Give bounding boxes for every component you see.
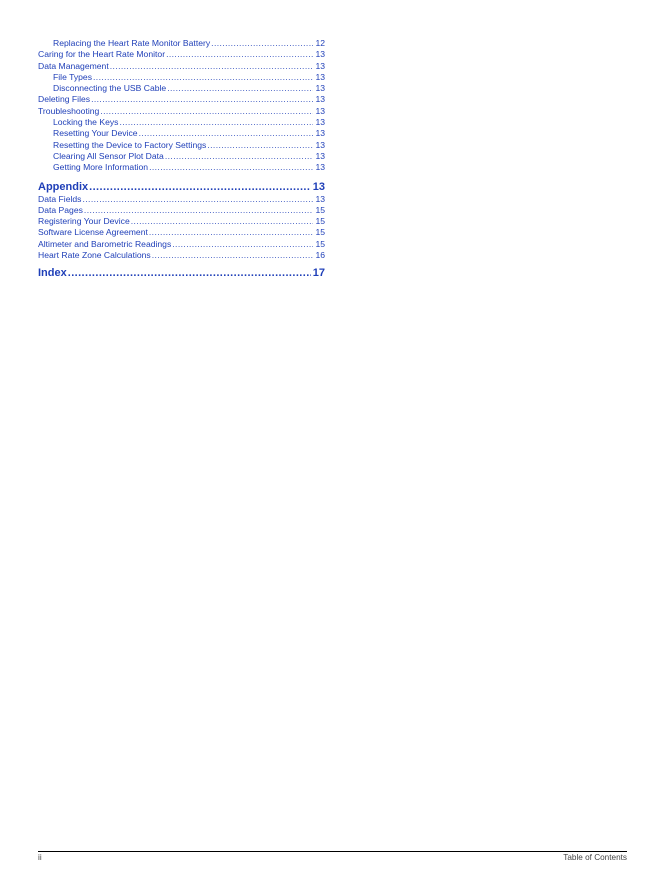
- toc-entry-troubleshooting[interactable]: [38, 106, 325, 117]
- footer-page-number: ii: [38, 853, 42, 862]
- toc-section-title: Appendix: [38, 180, 89, 193]
- toc-entry-factory-settings[interactable]: [38, 140, 325, 151]
- toc-dot-leader: [68, 266, 311, 280]
- toc-entry-page: 13: [315, 49, 325, 60]
- toc-entry-disconnecting-usb[interactable]: [38, 83, 325, 94]
- toc-entry-title: Resetting Your Device: [53, 128, 138, 139]
- toc-dot-leader: [149, 162, 313, 173]
- toc-entry-page: 13: [315, 128, 325, 139]
- footer-divider: [38, 851, 627, 852]
- toc-entry-heart-rate-zones[interactable]: [38, 250, 325, 261]
- toc-entry-page: 13: [315, 139, 325, 150]
- toc-entry-title: Data Management: [38, 60, 109, 71]
- toc-entry-file-types[interactable]: [38, 72, 325, 83]
- toc-section-index[interactable]: [38, 266, 325, 280]
- toc-entry-title: File Types: [53, 71, 93, 82]
- toc-entry-replacing-hrm-battery[interactable]: [38, 38, 325, 49]
- toc-entry-title: Data Fields: [38, 193, 82, 204]
- toc-dot-leader: [119, 117, 313, 128]
- toc-entry-page: 12: [315, 38, 325, 48]
- toc-entry-page: 13: [315, 162, 325, 173]
- toc-dot-leader: [165, 151, 314, 162]
- toc-entry-page: 13: [315, 193, 325, 204]
- toc-entry-clearing-sensor-plot[interactable]: [38, 151, 325, 162]
- toc-dot-leader: [89, 180, 311, 194]
- toc-entry-data-pages[interactable]: [38, 205, 325, 216]
- toc-entry-title: Troubleshooting: [38, 105, 100, 116]
- toc-entry-page: 13: [315, 60, 325, 71]
- toc-entry-data-fields[interactable]: [38, 194, 325, 205]
- toc-dot-leader: [110, 61, 314, 72]
- toc-entry-title: Caring for the Heart Rate Monitor: [38, 49, 166, 60]
- toc-entry-page: 13: [315, 105, 325, 116]
- toc-entry-page: 13: [315, 83, 325, 94]
- toc-dot-leader: [152, 250, 314, 261]
- toc-entry-software-license[interactable]: [38, 227, 325, 238]
- toc-entry-page: 15: [315, 227, 325, 238]
- toc-dot-leader: [166, 49, 313, 60]
- toc-dot-leader: [82, 194, 313, 205]
- toc-entry-page: 13: [315, 117, 325, 128]
- toc-dot-leader: [91, 94, 313, 105]
- table-of-contents: [38, 38, 325, 280]
- toc-dot-leader: [149, 227, 314, 238]
- toc-entry-more-information[interactable]: [38, 162, 325, 173]
- toc-entry-title: Deleting Files: [38, 94, 91, 105]
- toc-section-title: Index: [38, 267, 67, 280]
- toc-entry-title: Registering Your Device: [38, 216, 130, 227]
- toc-dot-leader: [131, 216, 314, 227]
- toc-entry-title: Locking the Keys: [53, 117, 119, 128]
- toc-entry-page: 13: [315, 94, 325, 105]
- toc-section-page: 13: [312, 180, 325, 193]
- toc-dot-leader: [211, 38, 313, 49]
- toc-section-page: 17: [312, 267, 325, 280]
- toc-dot-leader: [84, 205, 314, 216]
- toc-entry-deleting-files[interactable]: [38, 94, 325, 105]
- toc-entry-page: 13: [315, 150, 325, 161]
- toc-entry-page: 16: [315, 250, 325, 261]
- toc-entry-resetting-device[interactable]: [38, 128, 325, 139]
- toc-dot-leader: [139, 128, 314, 139]
- toc-dot-leader: [172, 239, 313, 250]
- toc-entry-registering-device[interactable]: [38, 216, 325, 227]
- toc-entry-title: Getting More Information: [53, 162, 149, 173]
- toc-entry-title: Altimeter and Barometric Readings: [38, 238, 172, 249]
- toc-entry-title: Disconnecting the USB Cable: [53, 83, 167, 94]
- toc-entry-title: Heart Rate Zone Calculations: [38, 250, 151, 261]
- toc-dot-leader: [207, 140, 313, 151]
- toc-entry-title: Software License Agreement: [38, 227, 148, 238]
- toc-entry-page: 15: [315, 238, 325, 249]
- toc-entry-title: Replacing the Heart Rate Monitor Battery: [53, 38, 211, 48]
- toc-entry-data-management[interactable]: [38, 61, 325, 72]
- toc-dot-leader: [93, 72, 313, 83]
- toc-section-appendix[interactable]: [38, 180, 325, 194]
- toc-entry-page: 15: [315, 204, 325, 215]
- toc-entry-title: Resetting the Device to Factory Settings: [53, 139, 207, 150]
- toc-entry-page: 15: [315, 216, 325, 227]
- toc-entry-title: Clearing All Sensor Plot Data: [53, 150, 164, 161]
- toc-entry-locking-keys[interactable]: [38, 117, 325, 128]
- toc-dot-leader: [100, 106, 313, 117]
- page-footer: [38, 853, 627, 863]
- toc-entry-title: Data Pages: [38, 204, 83, 215]
- toc-entry-altimeter-barometric[interactable]: [38, 239, 325, 250]
- toc-entry-caring-for-hrm[interactable]: [38, 49, 325, 60]
- footer-section-title: Table of Contents: [563, 853, 627, 862]
- toc-dot-leader: [167, 83, 313, 94]
- toc-entry-page: 13: [315, 71, 325, 82]
